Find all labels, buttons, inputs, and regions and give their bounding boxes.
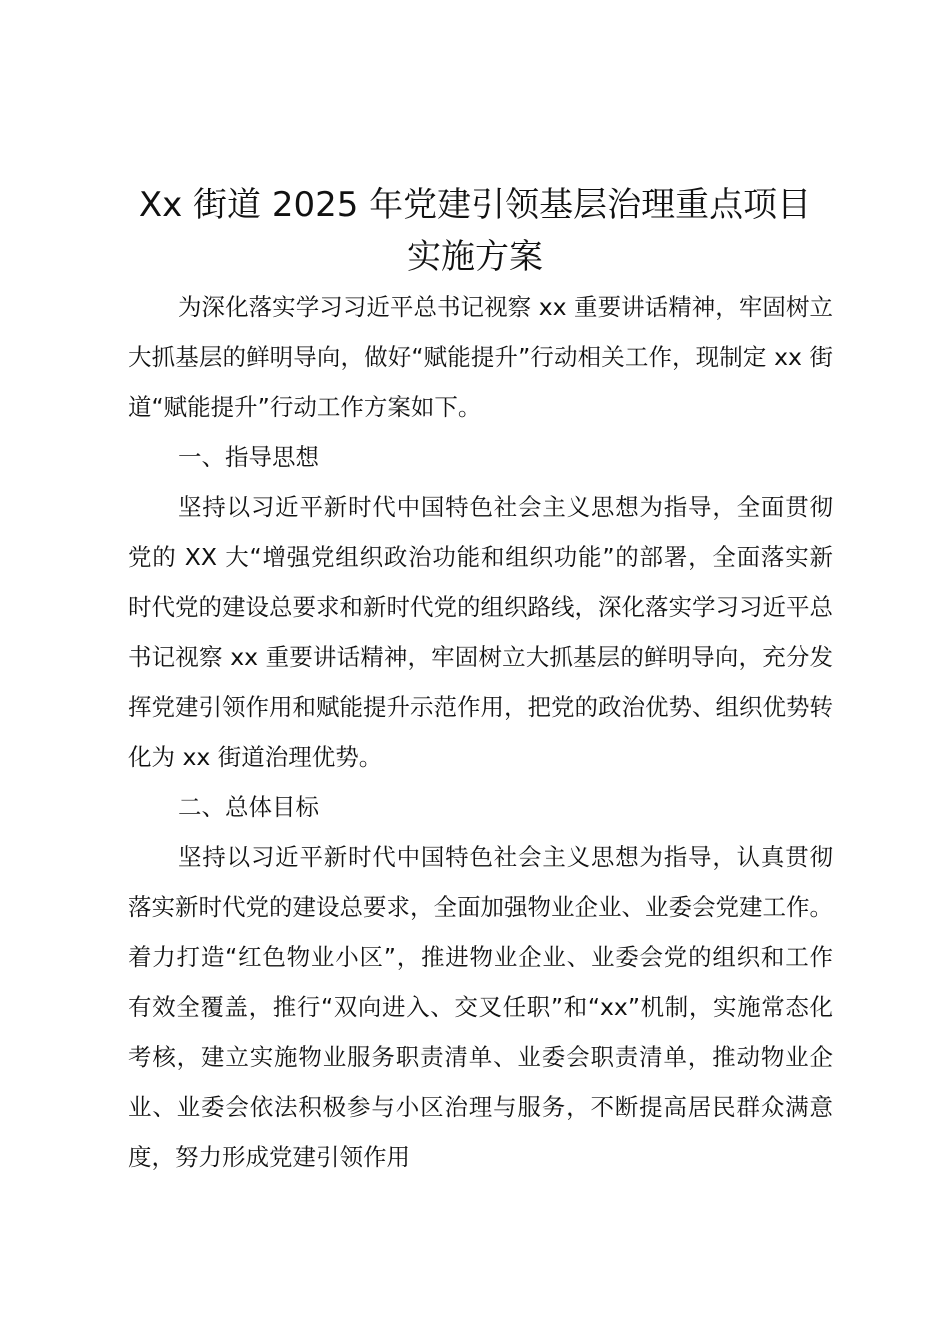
document-title-line2: 实施方案 bbox=[407, 237, 543, 277]
section-heading-overall-goal: 二、总体目标 bbox=[178, 793, 319, 821]
section-paragraph-overall-goal: 坚持以习近平新时代中国特色社会主义思想为指导，认真贯彻落实新时代党的建设总要求，全面加强物业企业、业委会党建工作。着力打造“红色物业小区”，推进物业企业、业委会党的组织和工作有效全覆盖，推行“双向进入、交叉任职”和“xx”机制，实施常态化考核，建立实施物业服务职责清单、业委会职责清单，推动物业企业、业委会依法积极参与小区治理与服务，不断提高居民群众满意度，努力形成党建引领作用 bbox=[128, 843, 833, 1171]
section-paragraph-guiding-ideology: 坚持以习近平新时代中国特色社会主义思想为指导，全面贯彻党的 XX 大“增强党组织政治功能和组织功能”的部署，全面落实新时代党的建设总要求和新时代党的组织路线，深化落实学习习近平总书记视察 xx 重要讲话精神，牢固树立大抓基层的鲜明导向，充分发挥党建引领作用和赋能提升示范作用，把党的政治优势、组织优势转化为 xx 街道治理优势。 bbox=[128, 493, 833, 771]
document-body bbox=[128, 282, 833, 1182]
document-title-line1: Xx 街道 2025 年党建引领基层治理重点项目 bbox=[138, 185, 812, 225]
section-heading-guiding-ideology: 一、指导思想 bbox=[178, 443, 319, 471]
intro-paragraph: 为深化落实学习习近平总书记视察 xx 重要讲话精神，牢固树立大抓基层的鲜明导向，做好“赋能提升”行动相关工作，现制定 xx 街道“赋能提升”行动工作方案如下。 bbox=[128, 293, 833, 421]
